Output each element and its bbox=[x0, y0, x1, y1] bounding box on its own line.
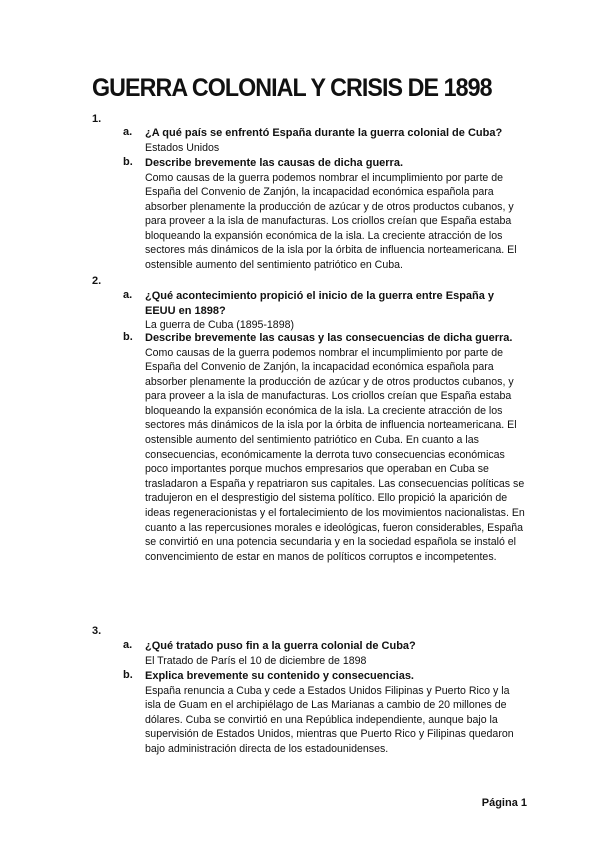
section-number-1: 1. bbox=[92, 113, 102, 125]
question-text: ¿A qué país se enfrentó España durante la guerra colonial de Cuba? bbox=[145, 127, 503, 139]
item-letter: b. bbox=[123, 156, 133, 168]
page-title: GUERRA COLONIAL Y CRISIS DE 1898 bbox=[92, 74, 492, 102]
answer-text: La guerra de Cuba (1895-1898) bbox=[145, 319, 295, 331]
answer-text: España renuncia a Cuba y cede a Estados Unidos Filipinas y Puerto Rico y la isla de Guam en el archipiélago de Las Marianas a cambio de 20 millones de dólares. Cuba se convirtió en una República independiente, aunque bajo la supervisión de Estados Unidos, mientras que Puerto Rico y Filipinas quedaron bajo administración directa de los estadounidenses. bbox=[145, 684, 514, 755]
question-text: Describe brevemente las causas de dicha guerra. bbox=[145, 157, 404, 169]
question-text: Describe brevemente las causas y las consecuencias de dicha guerra. bbox=[145, 332, 513, 344]
question-text: ¿Qué acontecimiento propició el inicio de la guerra entre España y EEUU en 1898? bbox=[145, 290, 495, 317]
item-letter: b. bbox=[123, 669, 133, 681]
question-3b bbox=[123, 669, 526, 756]
question-2a bbox=[123, 289, 526, 333]
answer-text: Como causas de la guerra podemos nombrar el incumplimiento por parte de España del Convenio de Zanjón, la incapacidad económica española para absorber plenamente la producción de azúcar y de otros productos cubanos, y para proveer a la isla de manufacturas. Los criollos creían que España estaba bloqueando la expansión económica de la isla. La creciente atracción de los sectores más dinámicos de la isla por la órbita de influencia norteamericana. El ostensible aumento del sentimiento patriótico en Cuba. bbox=[145, 171, 517, 272]
section-number-2: 2. bbox=[92, 275, 102, 287]
item-letter: a. bbox=[123, 126, 133, 138]
item-letter: b. bbox=[123, 331, 133, 343]
question-text: Explica brevemente su contenido y consecuencias. bbox=[145, 670, 414, 682]
question-3a bbox=[123, 639, 526, 668]
page-number: Página 1 bbox=[481, 797, 527, 809]
question-text: ¿Qué tratado puso fin a la guerra colonial de Cuba? bbox=[145, 640, 416, 652]
question-1a bbox=[123, 126, 526, 155]
section-number-3: 3. bbox=[92, 625, 102, 637]
item-letter: a. bbox=[123, 289, 133, 301]
question-2b bbox=[123, 331, 526, 564]
answer-text: El Tratado de París el 10 de diciembre de 1898 bbox=[145, 654, 367, 667]
answer-text: Estados Unidos bbox=[145, 141, 220, 154]
answer-text: Como causas de la guerra podemos nombrar el incumplimiento por parte de España del Convenio de Zanjón, la incapacidad económica española para absorber plenamente la producción de azúcar y de otros productos cubanos, y para proveer a la isla de manufacturas. Los criollos creían que España estaba bloqueando la expansión económica de la isla. La creciente atracción de los sectores más dinámicos de la isla por la órbita de influencia norteamericana. El ostensible aumento del sentimiento patriótico en Cuba. En cuanto a las consecuencias, económicamente la derrota tuvo consecuencias económicas poco importantes porque muchos empresarios que operaban en Cuba se trasladaron a España y repatriaron sus capitales. Las consecuencias políticas se tradujeron en el desprestigio del sistema político. Ello propició la aparición de ideas regeneracionistas y el fortalecimiento de los movimientos nacionalistas. En cuanto a las repercusiones morales e ideológicas, fueron considerables, España se convirtió en una potencia secundaria y en la sociedad española se instaló el convencimiento de estar en manos de políticos corruptos e incompetentes. bbox=[145, 346, 525, 563]
item-letter: a. bbox=[123, 639, 133, 651]
question-1b bbox=[123, 156, 526, 273]
